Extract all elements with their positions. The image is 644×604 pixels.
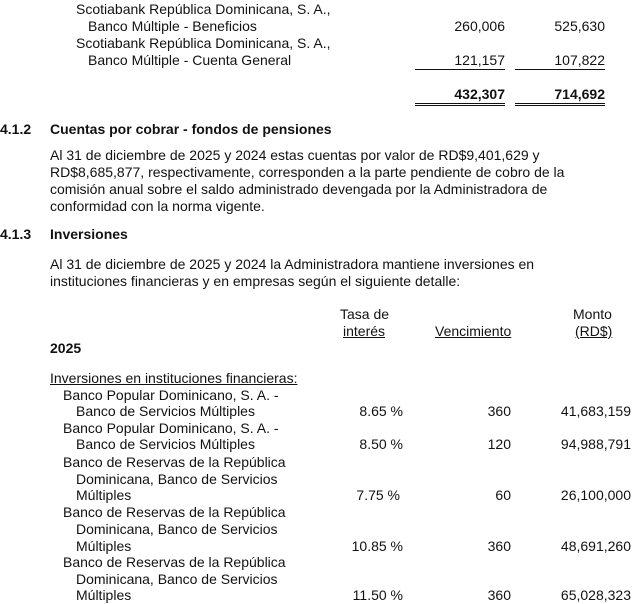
col-rate-header-line2: interés: [343, 323, 386, 339]
col-amount-header-line1: Monto: [573, 306, 612, 322]
investment-row-2-line2: Banco de Servicios Múltiples: [76, 436, 255, 452]
row1-line1: Scotiabank República Dominicana, S. A.,: [76, 1, 331, 17]
investment-row-1-line2: Banco de Servicios Múltiples: [76, 403, 255, 419]
paragraph-412: [50, 147, 642, 215]
investment-row-5-amount: 65,028,323: [560, 587, 631, 603]
group-label: Inversiones en instituciones financieras:: [50, 370, 298, 386]
investment-row-4-line1: Banco de Reservas de la República: [63, 504, 286, 520]
investment-row-3-line3: Múltiples: [76, 487, 132, 503]
investment-row-4-amount: 48,691,260: [560, 538, 631, 554]
investment-row-3-amount: 26,100,000: [560, 487, 631, 503]
row2-2025: 121,157: [415, 52, 505, 70]
p412-line: RD$8,685,877, respectivamente, corresponden a la parte pendiente de cobro de la: [50, 164, 565, 180]
section-title-412: Cuentas por cobrar - fondos de pensiones: [50, 121, 332, 137]
investment-row-2-line1: Banco Popular Dominicano, S. A. -: [63, 420, 279, 436]
total-2025: 432,307: [415, 86, 505, 106]
row2-line2: Banco Múltiple - Cuenta General: [88, 52, 292, 68]
row1-2024: 525,630: [554, 18, 605, 34]
p412-line: conformidad con la norma vigente.: [50, 198, 265, 214]
investment-row-1-due: 360: [487, 403, 511, 419]
investment-row-1-line1: Banco Popular Dominicano, S. A. -: [63, 387, 279, 403]
investment-row-4-rate: 10.85 %: [351, 538, 403, 554]
investment-row-3-line1: Banco de Reservas de la República: [63, 454, 286, 470]
investment-row-5-line3: Múltiples: [76, 587, 132, 603]
col-amount-header-line2: (RD$): [575, 323, 613, 339]
col-due-header: Vencimiento: [435, 323, 512, 339]
investment-row-2-amount: 94,988,791: [560, 436, 631, 452]
total-2024: 714,692: [515, 86, 605, 106]
investment-row-5-rate: 11.50 %: [352, 587, 403, 603]
investment-row-4-due: 360: [487, 538, 511, 554]
p413-line: instituciones financieras y en empresas según el siguiente detalle:: [50, 273, 461, 289]
investment-row-2-due: 120: [487, 436, 511, 452]
section-number-412: 4.1.2: [0, 121, 32, 137]
investment-row-3-due: 60: [495, 487, 511, 503]
investment-row-1-amount: 41,683,159: [560, 403, 631, 419]
row1-2025: 260,006: [454, 18, 505, 34]
row1-line2: Banco Múltiple - Beneficios: [88, 18, 257, 34]
col-rate-header-line1: Tasa de: [340, 306, 390, 322]
row2-line1: Scotiabank República Dominicana, S. A.,: [76, 35, 331, 51]
investment-row-3-rate: 7.75 %: [356, 487, 400, 503]
investment-row-1-rate: 8.65 %: [359, 403, 403, 419]
p413-line: Al 31 de diciembre de 2025 y 2024 la Administradora mantiene inversiones en: [50, 256, 535, 272]
investment-row-5-line2: Dominicana, Banco de Servicios: [76, 571, 278, 587]
section-title-413: Inversiones: [50, 226, 128, 242]
investment-row-5-line1: Banco de Reservas de la República: [63, 554, 286, 570]
investment-row-2-rate: 8.50 %: [359, 436, 403, 452]
investment-row-3-line2: Dominicana, Banco de Servicios: [76, 471, 278, 487]
investment-row-4-line2: Dominicana, Banco de Servicios: [76, 521, 278, 537]
section-number-413: 4.1.3: [0, 226, 32, 242]
investment-row-4-line3: Múltiples: [76, 538, 132, 554]
row2-2024: 107,822: [515, 52, 605, 70]
investment-row-5-due: 360: [487, 587, 511, 603]
p412-line: comisión anual sobre el saldo administrado devengada por la Administradora de: [50, 181, 548, 197]
year-label: 2025: [50, 340, 82, 356]
paragraph-413: [50, 256, 642, 290]
p412-line: Al 31 de diciembre de 2025 y 2024 estas cuentas por valor de RD$9,401,629 y: [50, 147, 540, 163]
